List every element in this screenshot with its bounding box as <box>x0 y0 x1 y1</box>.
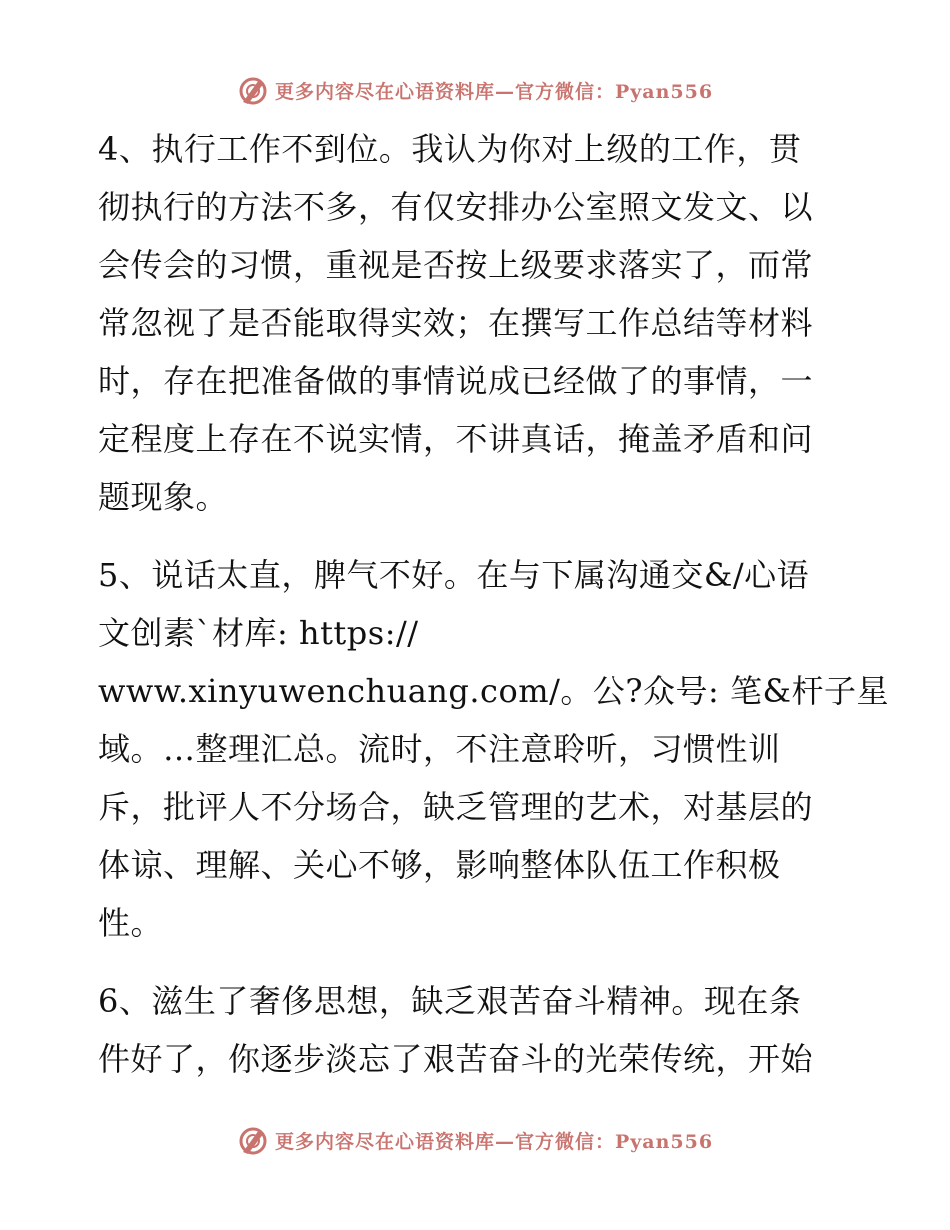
text-line: www.xinyuwenchuang.com/。公?众号: 笔&杆子星 <box>98 672 889 710</box>
text-line: 斥，批评人不分场合，缺乏管理的艺术，对基层的 <box>98 788 814 826</box>
pen-circle-logo-icon <box>237 1124 269 1156</box>
text-line: 定程度上存在不说实情，不讲真话，掩盖矛盾和问 <box>98 420 814 458</box>
footer-watermark-banner <box>0 1120 950 1160</box>
paragraph-spacer <box>98 952 858 972</box>
text-line: 文创素`材库: https:// <box>98 614 419 652</box>
document-body <box>98 120 889 1088</box>
header-watermark-banner <box>0 70 950 110</box>
text-line: 体谅、理解、关心不够，影响整体队伍工作积极 <box>98 846 781 884</box>
paragraph-5 <box>98 546 889 952</box>
paragraph-6 <box>98 972 858 1088</box>
watermark-text: 更多内容尽在心语资料库—官方微信：Pyan556 <box>274 1130 714 1153</box>
paragraph-4 <box>98 120 858 526</box>
watermark-text: 更多内容尽在心语资料库—官方微信：Pyan556 <box>274 80 714 103</box>
text-line: 彻执行的方法不多，有仅安排办公室照文发文、以 <box>98 188 814 226</box>
text-line: 5、说话太直，脾气不好。在与下属沟通交&/心语 <box>98 556 810 594</box>
text-line: 会传会的习惯，重视是否按上级要求落实了，而常 <box>98 246 814 284</box>
text-line: 6、滋生了奢侈思想，缺乏艰苦奋斗精神。现在条 <box>98 982 802 1020</box>
text-line: 4、执行工作不到位。我认为你对上级的工作，贯 <box>98 130 802 168</box>
text-line: 题现象。 <box>98 478 229 516</box>
paragraph-spacer <box>98 526 858 546</box>
text-line: 件好了，你逐步淡忘了艰苦奋斗的光荣传统，开始 <box>98 1040 814 1078</box>
pen-circle-logo-icon <box>237 74 269 106</box>
text-line: 域。…整理汇总。流时，不注意聆听，习惯性训 <box>98 730 781 768</box>
text-line: 时，存在把准备做的事情说成已经做了的事情，一 <box>98 362 814 400</box>
text-line: 常忽视了是否能取得实效；在撰写工作总结等材料 <box>98 304 814 342</box>
text-line: 性。 <box>98 904 164 942</box>
